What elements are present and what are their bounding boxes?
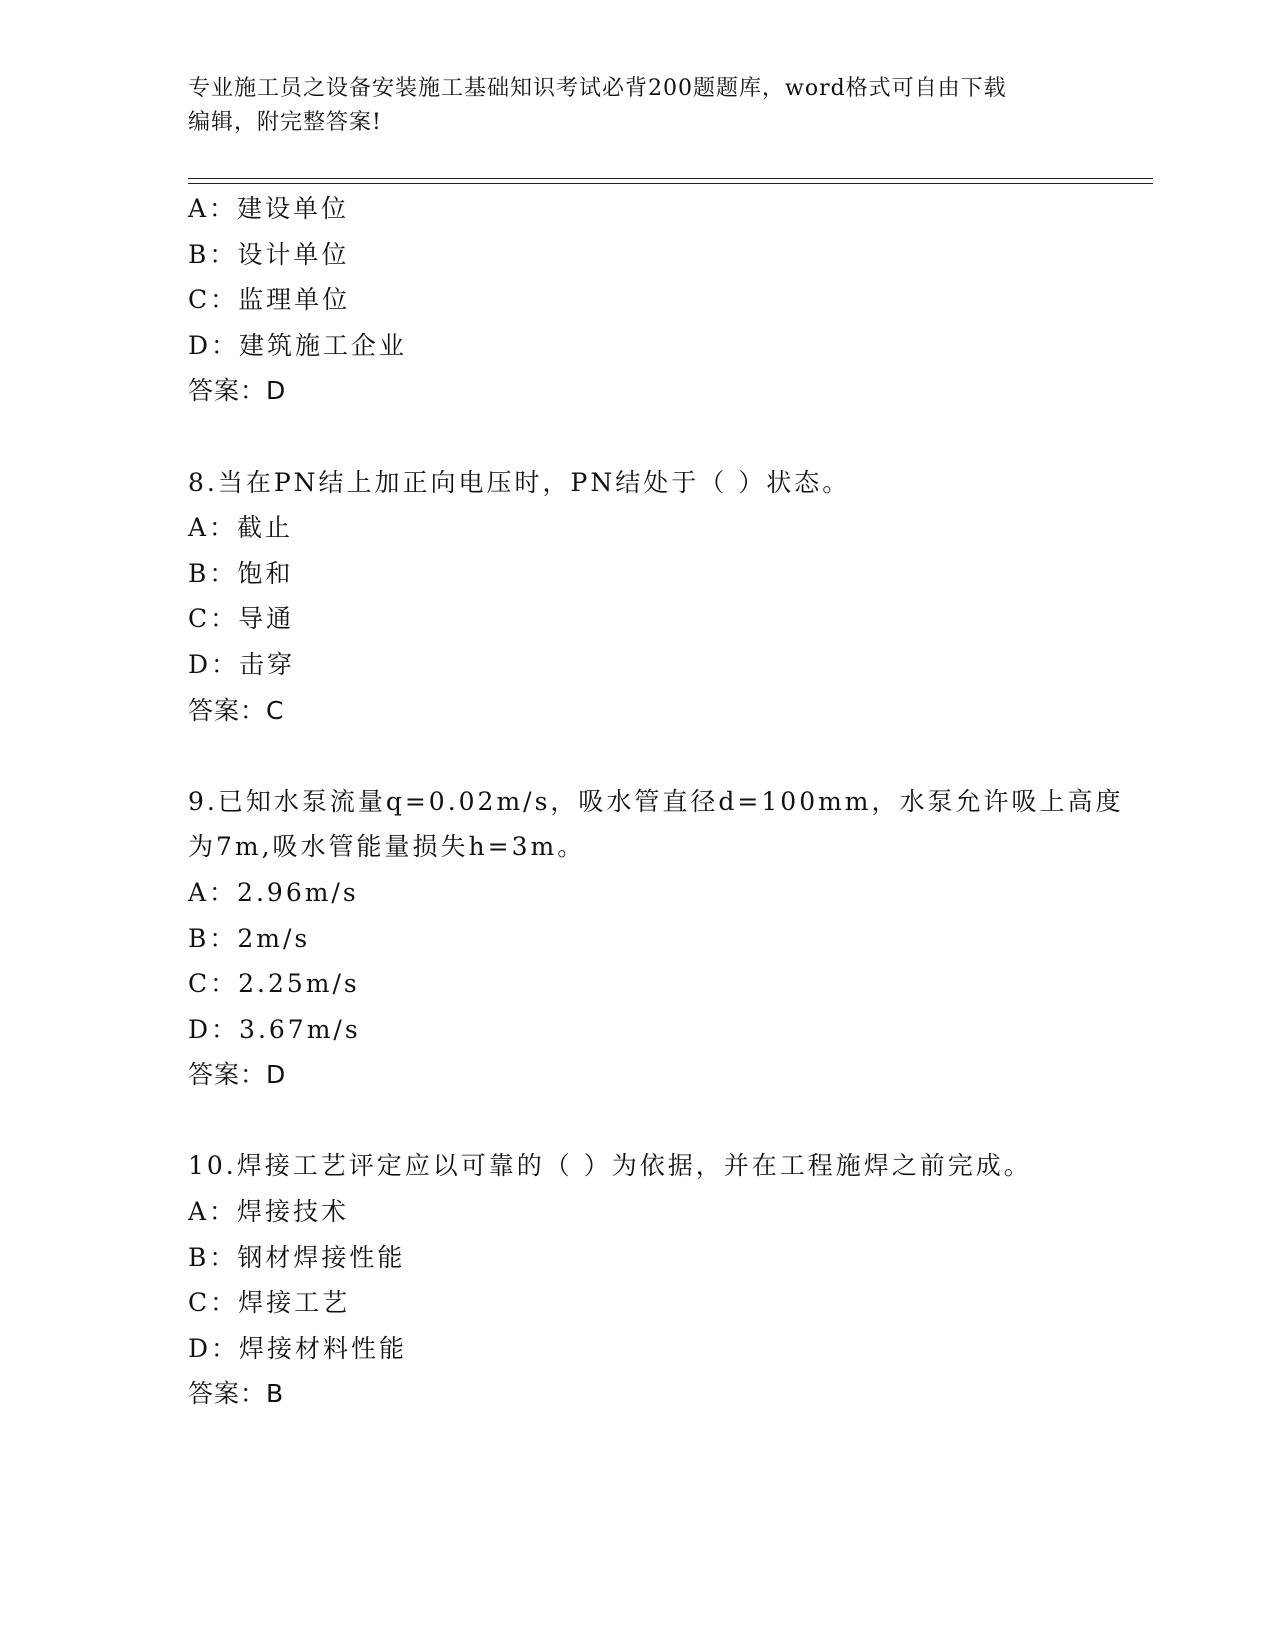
option-a: A：2.96m/s: [188, 877, 359, 907]
option-d: D：3.67m/s: [188, 1014, 361, 1044]
option-d: D：焊接材料性能: [188, 1333, 408, 1363]
spacer: [188, 1098, 1088, 1144]
answer-line: 答案：C: [188, 695, 285, 725]
option-b: B：2m/s: [188, 923, 311, 953]
spacer: [188, 414, 1088, 460]
question-stem-line-2: 为7m,吸水管能量损失h=3m。: [188, 832, 586, 862]
header-title-line-1: 专业施工员之设备安装施工基础知识考试必背200题题库，word格式可自由下载: [188, 76, 1007, 101]
question-stem: 8.当在PN结上加正向电压时，PN结处于（ ）状态。: [188, 467, 851, 497]
header-divider-top: [188, 178, 1153, 179]
question-stem-line-1: 9.已知水泵流量q=0.02m/s，吸水管直径d=100mm，水泵允许吸上高度: [188, 786, 1124, 816]
header-title-line-2: 编辑，附完整答案!: [188, 110, 382, 135]
question-10: [188, 1143, 1088, 1417]
question-stem: 10.焊接工艺评定应以可靠的（ ）为依据，并在工程施焊之前完成。: [188, 1151, 1032, 1181]
option-b: B：设计单位: [188, 239, 350, 269]
answer-line: 答案：B: [188, 1379, 285, 1409]
answer-line: 答案：D: [188, 1060, 287, 1090]
option-b: B：钢材焊接性能: [188, 1242, 406, 1272]
question-8: [188, 460, 1088, 734]
option-c: C：监理单位: [188, 285, 351, 315]
option-a: A：截止: [188, 513, 294, 543]
question-9: [188, 779, 1124, 1098]
option-b: B：饱和: [188, 558, 294, 588]
option-d: D：击穿: [188, 649, 296, 679]
question-list: [188, 186, 1124, 1417]
option-a: A：焊接技术: [188, 1197, 350, 1227]
answer-line: 答案：D: [188, 376, 287, 406]
document-header: [188, 72, 1088, 140]
option-c: C：2.25m/s: [188, 969, 360, 999]
option-d: D：建筑施工企业: [188, 330, 408, 360]
option-c: C：焊接工艺: [188, 1288, 351, 1318]
spacer: [188, 733, 1088, 779]
header-divider-bottom: [188, 183, 1153, 184]
question-7: [188, 186, 1088, 414]
option-a: A：建设单位: [188, 194, 350, 223]
option-c: C：导通: [188, 604, 295, 634]
